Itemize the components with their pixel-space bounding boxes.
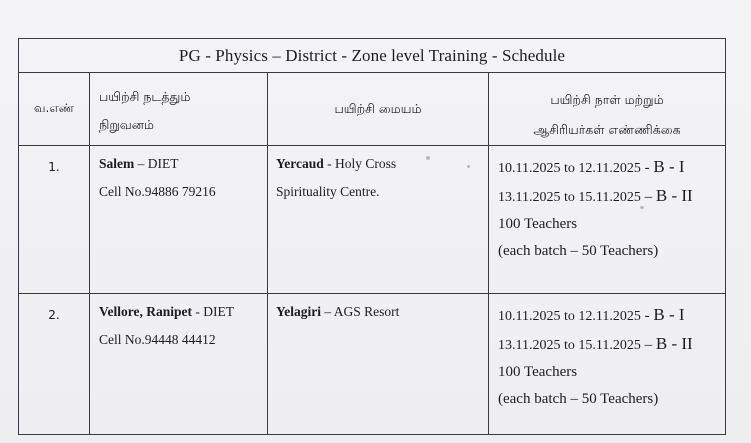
cell-number: Cell No.94448 44412 xyxy=(99,332,216,347)
batch2-separator: – xyxy=(640,337,656,353)
teacher-count: 100 Teachers xyxy=(498,364,578,380)
batch1-dates: 10.11.2025 to 12.11.2025 xyxy=(498,161,641,176)
organisation-cell xyxy=(90,146,268,294)
serial-number: 1. xyxy=(48,160,60,174)
header-organisation-line1: பயிற்சி நடத்தும் xyxy=(99,89,191,104)
center-place: Yercaud xyxy=(276,156,324,171)
header-row xyxy=(19,73,726,146)
training-center-cell xyxy=(268,294,489,435)
header-dates-teachers xyxy=(489,73,726,146)
institution-type: – DIET xyxy=(134,156,179,171)
cell-number: Cell No.94886 79216 xyxy=(99,184,216,199)
center-venue-line2: Spirituality Centre. xyxy=(276,184,380,199)
serial-number: 2. xyxy=(48,308,60,322)
teacher-count: 100 Teachers xyxy=(498,216,578,232)
batch2-label: B - II xyxy=(655,186,693,205)
table-row xyxy=(19,146,726,294)
center-venue: - Holy Cross xyxy=(323,156,397,171)
dates-cell xyxy=(489,146,726,294)
header-organisation xyxy=(90,73,268,146)
batch1-separator: - xyxy=(640,160,654,176)
header-training-center: பயிற்சி மையம் xyxy=(268,73,489,146)
batch1-label: B - I xyxy=(653,157,685,176)
batch1-label: B - I xyxy=(653,305,685,324)
batch2-dates: 13.11.2025 to 15.11.2025 xyxy=(498,190,641,205)
schedule-table xyxy=(18,38,726,435)
institution-name: Vellore, Ranipet xyxy=(99,304,192,319)
table-title: PG - Physics – District - Zone level Training - Schedule xyxy=(19,39,726,73)
batch1-separator: - xyxy=(640,308,654,324)
batch2-separator: – xyxy=(640,189,656,205)
organisation-cell xyxy=(90,294,268,435)
header-serial-number: வ.எண் xyxy=(19,73,90,146)
per-batch-count: (each batch – 50 Teachers) xyxy=(498,391,659,407)
center-place: Yelagiri xyxy=(276,304,321,319)
per-batch-count: (each batch – 50 Teachers) xyxy=(498,243,659,259)
header-dates-line2: ஆசிரியர்கள் எண்ணிக்கை xyxy=(533,122,681,137)
header-organisation-line2: நிறுவனம் xyxy=(99,117,154,132)
center-venue: – AGS Resort xyxy=(321,304,400,319)
institution-type: - DIET xyxy=(192,304,234,319)
institution-name: Salem xyxy=(99,156,135,171)
serial-number-cell xyxy=(19,294,90,435)
dates-cell xyxy=(489,294,726,435)
training-center-cell xyxy=(268,146,489,294)
table-row xyxy=(19,294,726,435)
batch1-dates: 10.11.2025 to 12.11.2025 xyxy=(498,309,641,324)
header-dates-line1: பயிற்சி நாள் மற்றும் xyxy=(550,92,664,107)
batch2-dates: 13.11.2025 to 15.11.2025 xyxy=(498,338,641,353)
serial-number-cell xyxy=(19,146,90,294)
batch2-label: B - II xyxy=(655,334,693,353)
